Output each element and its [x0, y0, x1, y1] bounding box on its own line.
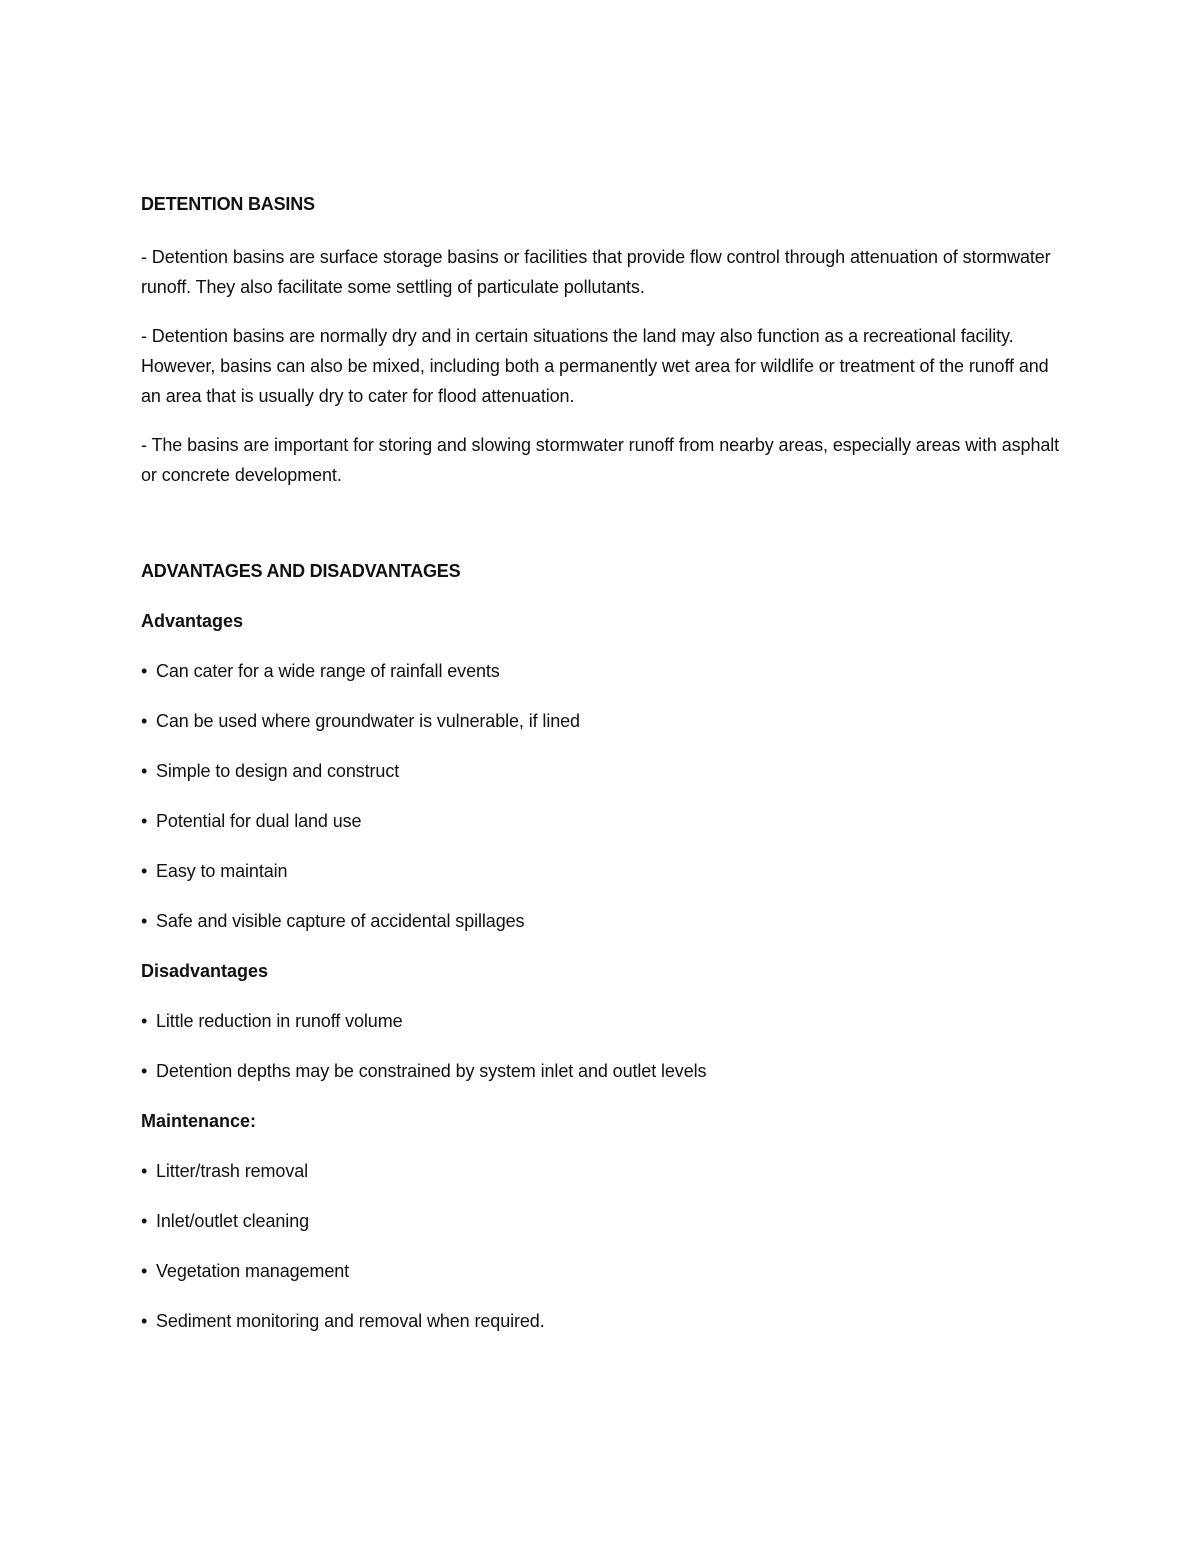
list-item-text: Potential for dual land use — [156, 811, 362, 831]
list-item — [141, 1159, 1071, 1183]
list-item — [141, 909, 1071, 933]
bullet-icon: • — [141, 811, 148, 831]
list-item-text: Safe and visible capture of accidental spillages — [156, 911, 525, 931]
bullet-icon: • — [141, 911, 148, 931]
list-item — [141, 759, 1071, 783]
list-item — [141, 809, 1071, 833]
bullet-icon: • — [141, 1011, 148, 1031]
bullet-icon: • — [141, 1211, 148, 1231]
paragraph: - Detention basins are normally dry and in certain situations the land may also function as a recreational facility. However, basins can also be mixed, including both a permanently wet area for wildlife or treatment of the runoff and an area that is usually dry to cater for flood attenuation. — [141, 326, 1049, 406]
bullet-icon: • — [141, 761, 148, 781]
bullet-icon: • — [141, 1261, 148, 1281]
list-item-text: Easy to maintain — [156, 861, 288, 881]
list-item — [141, 859, 1071, 883]
disadvantages-list — [141, 1009, 1071, 1083]
bullet-icon: • — [141, 1311, 148, 1331]
paragraph: - Detention basins are surface storage basins or facilities that provide flow control through attenuation of stormwater runoff. They also facilitate some settling of particulate pollutants. — [141, 247, 1051, 297]
list-item — [141, 659, 1071, 683]
bullet-icon: • — [141, 861, 148, 881]
section-title-advantages-disadvantages: ADVANTAGES AND DISADVANTAGES — [141, 561, 461, 581]
list-item-text: Can cater for a wide range of rainfall events — [156, 661, 500, 681]
advantages-list — [141, 659, 1071, 933]
subheading-disadvantages: Disadvantages — [141, 961, 269, 981]
list-item-text: Simple to design and construct — [156, 761, 400, 781]
subheading-maintenance: Maintenance: — [141, 1111, 257, 1131]
document-body — [141, 192, 1071, 1333]
list-item-text: Detention depths may be constrained by system inlet and outlet levels — [156, 1061, 707, 1081]
bullet-icon: • — [141, 1061, 148, 1081]
subheading-advantages: Advantages — [141, 611, 244, 631]
list-item-text: Litter/trash removal — [156, 1161, 309, 1181]
list-item — [141, 1009, 1071, 1033]
bullet-icon: • — [141, 1161, 148, 1181]
maintenance-list — [141, 1159, 1071, 1333]
paragraph: - The basins are important for storing and slowing stormwater runoff from nearby areas, especially areas with asphalt or concrete development. — [141, 435, 1060, 485]
list-item-text: Can be used where groundwater is vulnerable, if lined — [156, 711, 580, 731]
list-item-text: Inlet/outlet cleaning — [156, 1211, 310, 1231]
list-item-text: Vegetation management — [156, 1261, 350, 1281]
list-item — [141, 1059, 1071, 1083]
list-item-text: Little reduction in runoff volume — [156, 1011, 403, 1031]
list-item-text: Sediment monitoring and removal when required. — [156, 1311, 545, 1331]
bullet-icon: • — [141, 711, 148, 731]
list-item — [141, 1309, 1071, 1333]
list-item — [141, 709, 1071, 733]
section-title-detention-basins: DETENTION BASINS — [141, 194, 315, 214]
list-item — [141, 1209, 1071, 1233]
bullet-icon: • — [141, 661, 148, 681]
list-item — [141, 1259, 1071, 1283]
